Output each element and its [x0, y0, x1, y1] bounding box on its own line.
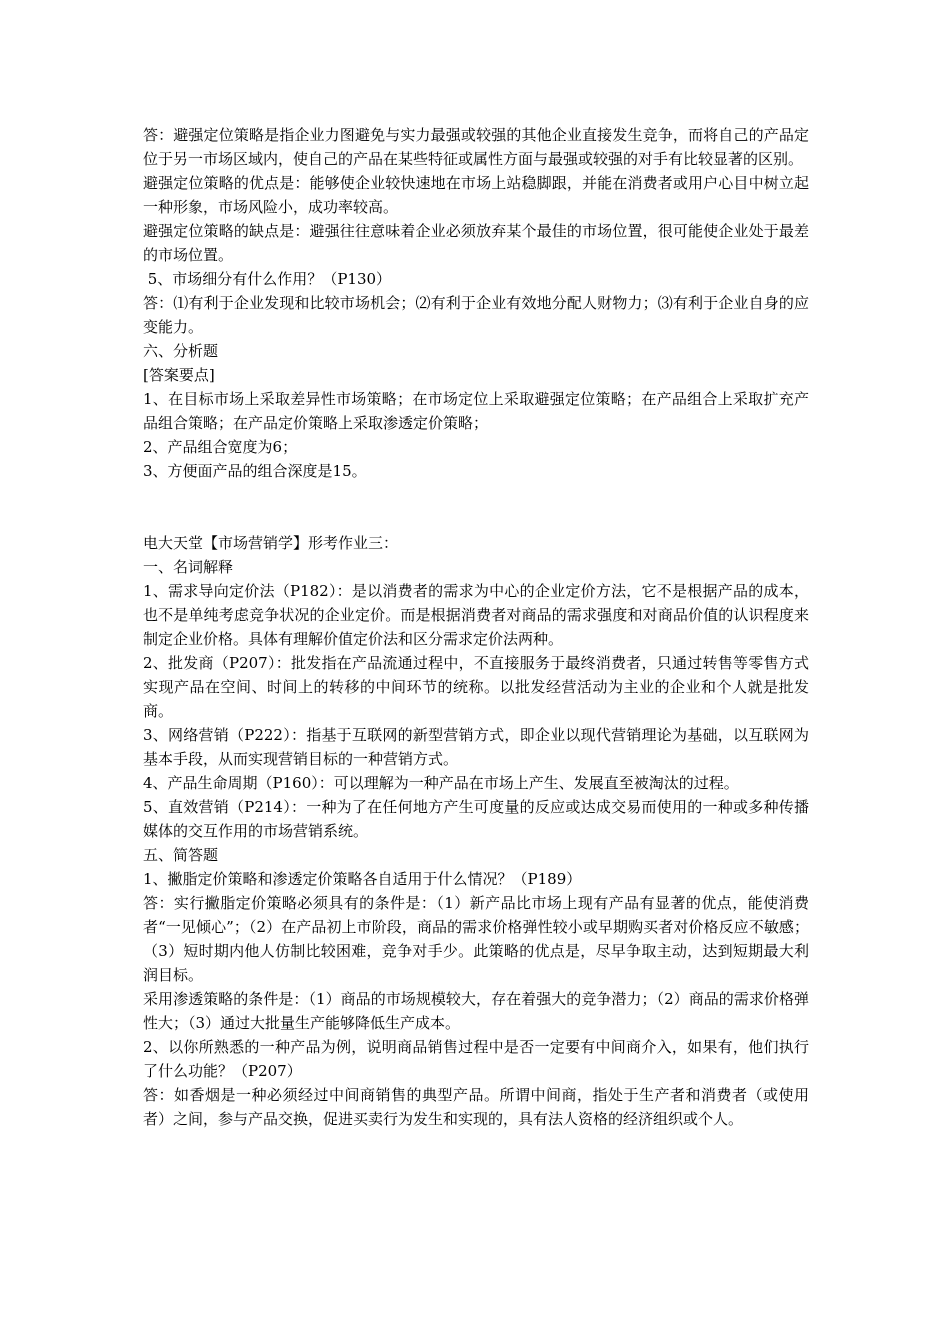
question-5: 5、市场细分有什么作用？（P130） — [143, 270, 392, 288]
section-heading-analysis: 六、分析题 — [143, 342, 219, 360]
answer-key-1: 1、在目标市场上采取差异性市场策略；在市场定位上采取避强定位策略；在产品组合上采取扩充产品组合策略；在产品定价策略上采取渗透定价策略； — [143, 390, 809, 432]
short-question-1: 1、撇脂定价策略和渗透定价策略各自适用于什么情况？（P189） — [143, 870, 582, 888]
answer-paragraph: 答：避强定位策略是指企业力图避免与实力最强或较强的其他企业直接发生竞争，而将自己的产品定位于另一市场区域内，使自己的产品在某些特征或属性方面与最强或较强的对手有比较显著的区别。 — [143, 126, 809, 168]
term-3: 3、网络营销（P222）：指基于互联网的新型营销方式，即企业以现代营销理论为基础，以互联网为基本手段，从而实现营销目标的一种营销方式。 — [143, 726, 809, 768]
term-5: 5、直效营销（P214）：一种为了在任何地方产生可度量的反应或达成交易而使用的一种或多种传播媒体的交互作用的市场营销系统。 — [143, 798, 809, 840]
term-4: 4、产品生命周期（P160）：可以理解为一种产品在市场上产生、发展直至被淘汰的过程。 — [143, 774, 739, 792]
term-2: 2、批发商（P207）：批发指在产品流通过程中，不直接服务于最终消费者，只通过转售等零售方式实现产品在空间、时间上的转移的中间环节的统称。以批发经营活动为主业的企业和个人就是批发商。 — [143, 654, 809, 720]
term-1: 1、需求导向定价法（P182）：是以消费者的需求为中心的企业定价方法，它不是根据产品的成本，也不是单纯考虑竞争状况的企业定价。而是根据消费者对商品的需求强度和对商品价值的认识程度来制定企业价格。具体有理解价值定价法和区分需求定价法两种。 — [143, 582, 809, 648]
short-question-2: 2、以你所熟悉的一种产品为例，说明商品销售过程中是否一定要有中间商介入，如果有，他们执行了什么功能？（P207） — [143, 1038, 809, 1080]
answer-key-2: 2、产品组合宽度为6； — [143, 438, 298, 456]
short-answer-2: 答：如香烟是一种必须经过中间商销售的典型产品。所谓中间商，指处于生产者和消费者（或使用者）之间，参与产品交换，促进买卖行为发生和实现的，具有法人资格的经济组织或个人。 — [143, 1086, 809, 1128]
document-page — [143, 123, 809, 1131]
short-answer-1-penetration: 采用渗透策略的条件是：（1）商品的市场规模较大，存在着强大的竞争潜力；（2）商品的需求价格弹性大；（3）通过大批量生产能够降低生产成本。 — [143, 990, 809, 1032]
short-answer-1: 答：实行撇脂定价策略必须具有的条件是：（1）新产品比市场上现有产品有显著的优点，能使消费者“一见倾心”；（2）在产品初上市阶段，商品的需求价格弹性较小或早期购买者对价格反应不敏感；（3）短时期内他人仿制比较困难，竞争对手少。此策略的优点是，尽早争取主动，达到短期最大利润目标。 — [143, 894, 809, 984]
section-heading-terms: 一、名词解释 — [143, 558, 234, 576]
answer-key-3: 3、方便面产品的组合深度是15。 — [143, 462, 367, 480]
advantage-paragraph: 避强定位策略的优点是：能够使企业较快速地在市场上站稳脚跟，并能在消费者或用户心目中树立起一种形象，市场风险小，成功率较高。 — [143, 174, 809, 216]
section-heading-short-answer: 五、简答题 — [143, 846, 219, 864]
section-spacer — [143, 483, 809, 531]
disadvantage-paragraph: 避强定位策略的缺点是：避强往往意味着企业必须放弃某个最佳的市场位置，很可能使企业处于最差的市场位置。 — [143, 222, 809, 264]
answer-key-label: [答案要点] — [143, 366, 215, 384]
answer-5: 答：⑴有利于企业发现和比较市场机会；⑵有利于企业有效地分配人财物力；⑶有利于企业自身的应变能力。 — [143, 294, 809, 336]
assignment-title: 电大天堂【市场营销学】形考作业三： — [143, 534, 399, 552]
